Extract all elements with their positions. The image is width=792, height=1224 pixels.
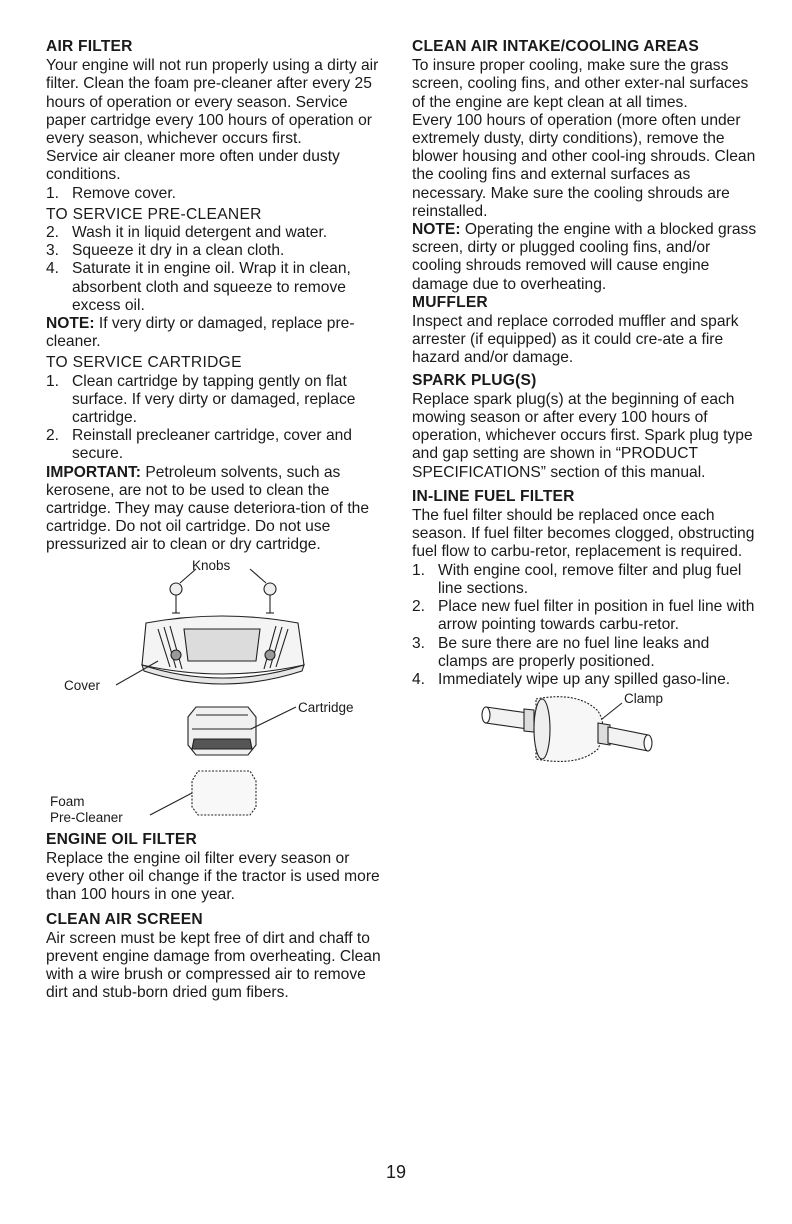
label-cartridge: Cartridge (298, 699, 354, 715)
cartridge-subheading: TO SERVICE CARTRIDGE (46, 354, 242, 372)
fuel-filter-steps (412, 562, 757, 689)
label-precleaner: Pre-Cleaner (50, 809, 123, 825)
list-item: 3. Squeeze it dry in a clean cloth. (46, 242, 285, 260)
label-foam: Foam (50, 793, 85, 809)
air-filter-heading: AIR FILTER (46, 38, 133, 55)
cooling-note: NOTE: Operating the engine with a blocked grass screen, dirty or plugged cooling fins, and/or cooling shrouds removed will cause engine damage due to overheating. (412, 221, 757, 293)
page-number: 19 (385, 1162, 407, 1182)
clean-air-screen-text: Air screen must be kept free of dirt and chaff to prevent engine damage from overheating. Clean with a wire brush or compressed air to remove dirt and stub-born dried gum fibers. (46, 929, 381, 1002)
air-filter-intro: Your engine will not run properly using a dirty air filter. Clean the foam pre-cleaner after every 25 hours of operation or every season. Service paper cartridge every 100 hours of operation or every season, whichever occurs first. (46, 57, 379, 148)
precleaner-subheading: TO SERVICE PRE-CLEANER (46, 205, 262, 223)
list-item: 2. Wash it in liquid detergent and water. (46, 224, 328, 242)
list-item: 1. Clean cartridge by tapping gently on flat surface. If very dirty or damaged, replace cartridge. (46, 372, 356, 427)
label-cover: Cover (64, 677, 101, 693)
fuel-filter-diagram (412, 689, 757, 779)
engine-oil-filter-heading: ENGINE OIL FILTER (46, 830, 197, 848)
remove-cover-step (46, 185, 391, 203)
cartridge-steps (46, 373, 391, 464)
air-filter-diagram (46, 557, 391, 827)
list-item: 4. Immediately wipe up any spilled gaso-line. (412, 670, 731, 688)
inline-fuel-filter-heading: IN-LINE FUEL FILTER (412, 487, 575, 505)
clean-air-intake-text2: Every 100 hours of operation (more often under extremely dusty, dirty conditions), remove the blower housing and other cool-ing shrouds. Clean the cooling fins and external surfaces as necessary. Make sure the cooling shrouds are reinstalled. (412, 111, 756, 220)
fuel-filter-illustration (412, 689, 757, 779)
list-item: 2. Place new fuel filter in position in fuel line with arrow pointing towards carbu-retor. (412, 598, 755, 634)
list-item: 1. With engine cool, remove filter and plug fuel line sections. (412, 561, 742, 597)
clean-air-screen-heading: CLEAN AIR SCREEN (46, 910, 203, 928)
label-knobs: Knobs (192, 557, 231, 573)
air-filter-intro2: Service air cleaner more often under dusty conditions. (46, 148, 340, 184)
muffler-text: Inspect and replace corroded muffler and spark arrester (if equipped) as it could cre-ate a fire hazard and/or damage. (412, 313, 739, 367)
right-column (412, 38, 757, 779)
list-item: 2. Reinstall precleaner cartridge, cover and secure. (46, 427, 352, 463)
list-item: 4. Saturate it in engine oil. Wrap it in clean, absorbent cloth and squeeze to remove excess oil. (46, 260, 351, 314)
left-column (46, 38, 391, 1003)
label-clamp: Clamp (624, 691, 664, 707)
clean-air-intake-text1: To insure proper cooling, make sure the grass screen, cooling fins, and other exter-nal surfaces of the engine are kept clean at all times. (412, 57, 749, 111)
precleaner-note: NOTE: If very dirty or damaged, replace pre-cleaner. (46, 315, 355, 351)
engine-oil-filter-text: Replace the engine oil filter every season or every other oil change if the tractor is used more than 100 hours in one year. (46, 849, 380, 904)
precleaner-steps (46, 224, 391, 315)
clean-air-intake-heading: CLEAN AIR INTAKE/COOLING AREAS (412, 38, 699, 55)
important-note: IMPORTANT: Petroleum solvents, such as kerosene, are not to be used to clean the cartridge. They may cause deteriora-tion of the cartridge. Do not oil cartridge. Do not use pressurized air to clean or dry cartridge. (46, 463, 370, 554)
inline-fuel-filter-text: The fuel filter should be replaced once each season. If fuel filter becomes clogged, obstructing fuel flow to carbu-retor, replacement is required. (412, 507, 755, 561)
muffler-heading: MUFFLER (412, 293, 488, 311)
list-item: 1. Remove cover. (46, 184, 177, 202)
spark-plugs-heading: SPARK PLUG(S) (412, 371, 537, 389)
spark-plugs-text: Replace spark plug(s) at the beginning of each mowing season or after every 100 hours of operation, whichever occurs first. Spark plug type and gap setting are shown in “PRODUCT SPECIFICATIONS” section of this manual. (412, 390, 753, 481)
list-item: 3. Be sure there are no fuel line leaks and clamps are properly positioned. (412, 634, 710, 670)
